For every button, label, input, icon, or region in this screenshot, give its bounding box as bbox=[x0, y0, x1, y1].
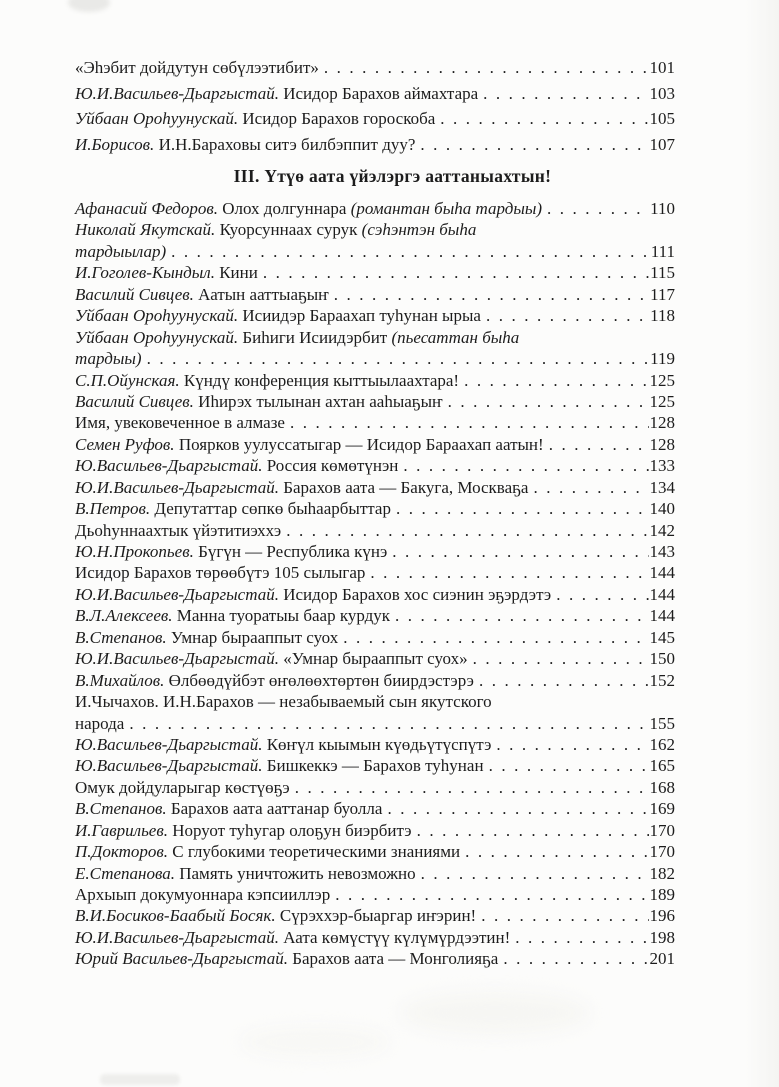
entry-text bbox=[75, 109, 435, 129]
dot-leader bbox=[365, 563, 648, 583]
entry-author-or-note: (пьесаттан быһа bbox=[391, 327, 520, 347]
page-number: 143 bbox=[649, 542, 675, 561]
toc-entry-line bbox=[75, 778, 675, 799]
page-number: 162 bbox=[649, 734, 675, 754]
entry-title: Иһирэх тылынан ахтан ааһыаҕыҥ bbox=[193, 391, 443, 411]
entry-title: Исидор Барахов гороскоба bbox=[238, 109, 436, 128]
entry-text bbox=[75, 606, 390, 626]
toc-entry-line bbox=[75, 692, 675, 713]
entry-title: Исидор Барахов аймахтара bbox=[278, 83, 479, 103]
dot-leader bbox=[329, 285, 649, 305]
entry-text bbox=[75, 499, 391, 519]
entry-author-or-note: В.Л.Алексеев. bbox=[75, 606, 173, 626]
entry-title: Күндү конференция кыттыылаахтара! bbox=[179, 370, 460, 390]
entry-author-or-note: Уйбаан Ороһуунускай. bbox=[75, 327, 239, 347]
toc-entry-line bbox=[75, 478, 675, 499]
dot-leader bbox=[542, 199, 649, 219]
page-number: 125 bbox=[649, 391, 675, 411]
entry-author-or-note: Ю.И.Васильев-Дьаргыстай. bbox=[75, 477, 279, 497]
toc-entry-line bbox=[75, 671, 675, 692]
entry-title: Кини bbox=[214, 263, 258, 283]
entry-title: Көҥүл кыымын күөдьүтүспүтэ bbox=[262, 734, 492, 754]
entry-title: народа bbox=[75, 713, 125, 733]
entry-title: С глубокими теоретическими знаниями bbox=[167, 842, 461, 862]
page-number: 145 bbox=[649, 627, 675, 647]
toc-entry-line bbox=[75, 885, 675, 906]
entry-text bbox=[75, 542, 387, 562]
entry-author-or-note: И.Борисов. bbox=[75, 134, 155, 154]
toc-entry-line bbox=[75, 285, 675, 306]
entry-text bbox=[75, 585, 551, 605]
entry-title: Олох долгуннара bbox=[217, 199, 351, 218]
dot-leader bbox=[491, 735, 648, 755]
entry-author-or-note: Семен Руфов. bbox=[75, 434, 175, 454]
entry-text bbox=[75, 714, 124, 734]
page-number: 134 bbox=[649, 477, 675, 497]
entry-title: И.Н.Бараховы ситэ билбэппит дуу? bbox=[154, 134, 416, 154]
scan-bleedthrough-artifact bbox=[400, 992, 590, 1034]
entry-title: Депутаттар сөпкө быһаарбыттар bbox=[150, 499, 391, 519]
toc-entry-line bbox=[75, 756, 675, 777]
dot-leader bbox=[416, 864, 649, 884]
entry-text bbox=[75, 306, 481, 326]
entry-text bbox=[75, 263, 258, 283]
page-number: 140 bbox=[649, 499, 675, 519]
entry-title: Өлбөөдүйбэт өҥөлөөхтөртөн биирдэстэрэ bbox=[164, 670, 474, 690]
entry-text bbox=[75, 671, 474, 691]
entry-text bbox=[75, 58, 319, 78]
page-number: 128 bbox=[649, 413, 675, 433]
entry-author-or-note: И.Гоголев-Кындыл. bbox=[75, 263, 215, 283]
page-number: 144 bbox=[649, 606, 675, 626]
entry-title: Россия көмөтүнэн bbox=[262, 456, 399, 476]
entry-author-or-note: П.Докторов. bbox=[75, 842, 168, 862]
scan-artifact-top bbox=[68, 0, 110, 12]
dot-leader bbox=[338, 628, 648, 648]
entry-text bbox=[75, 778, 290, 798]
dot-leader bbox=[290, 778, 649, 798]
entry-text bbox=[75, 842, 460, 862]
entry-author-or-note: Ю.И.Васильев-Дьаргыстай. bbox=[75, 927, 279, 947]
page-number: 198 bbox=[649, 927, 675, 947]
entry-title: Дьоһуннаахтык үйэтитиэххэ bbox=[75, 520, 282, 540]
entry-author-or-note: Ю.Васильев-Дьаргыстай. bbox=[75, 456, 263, 476]
toc-entry-line bbox=[75, 328, 675, 349]
toc-entry-line bbox=[75, 928, 675, 949]
entry-author-or-note: В.Степанов. bbox=[75, 799, 167, 819]
toc-entry-line bbox=[75, 521, 675, 542]
toc-entry-line bbox=[75, 649, 675, 670]
dot-leader bbox=[460, 842, 648, 862]
page-number: 118 bbox=[650, 306, 675, 326]
dot-leader bbox=[382, 799, 648, 819]
toc-main-block bbox=[75, 199, 675, 971]
entry-author-or-note: Василий Сивцев. bbox=[75, 391, 194, 411]
page-number: 107 bbox=[649, 134, 675, 154]
page-number: 168 bbox=[649, 777, 675, 797]
entry-text bbox=[75, 864, 416, 884]
entry-title: Бишкеккэ — Барахов туһунан bbox=[262, 756, 484, 776]
dot-leader bbox=[319, 58, 649, 78]
toc-entry-line bbox=[75, 842, 675, 863]
page-number: 150 bbox=[649, 649, 675, 669]
entry-text bbox=[75, 906, 476, 926]
dot-leader bbox=[142, 349, 650, 369]
entry-title: «Эһэбит дойдутун сөбүлээтибит» bbox=[75, 58, 319, 77]
page-number: 170 bbox=[649, 820, 675, 840]
entry-text bbox=[75, 285, 329, 305]
entry-text bbox=[75, 435, 544, 455]
dot-leader bbox=[551, 585, 648, 605]
toc-entry-line bbox=[75, 306, 675, 327]
entry-text bbox=[75, 692, 492, 712]
page-number: 169 bbox=[649, 799, 675, 819]
entry-author-or-note: Ю.Васильев-Дьаргыстай. bbox=[75, 734, 263, 754]
entry-text bbox=[75, 392, 443, 412]
dot-leader bbox=[474, 671, 649, 691]
entry-author-or-note: Уйбаан Ороһуунускай. bbox=[75, 109, 239, 128]
page-number: 111 bbox=[650, 241, 675, 261]
entry-text bbox=[75, 242, 166, 262]
dot-leader bbox=[281, 521, 648, 541]
entry-author-or-note: Юрий Васильев-Дьаргыстай. bbox=[75, 949, 288, 969]
dot-leader bbox=[481, 306, 649, 326]
entry-text bbox=[75, 885, 330, 905]
scan-bleedthrough-artifact bbox=[240, 1028, 390, 1056]
entry-author-or-note: В.Степанов. bbox=[75, 627, 167, 647]
toc-entry-line bbox=[75, 109, 675, 135]
page-number: 125 bbox=[649, 370, 675, 390]
page-number: 182 bbox=[649, 863, 675, 883]
entry-text bbox=[75, 349, 142, 369]
toc-entry-line bbox=[75, 435, 675, 456]
toc-entry-line bbox=[75, 628, 675, 649]
page-number: 165 bbox=[649, 756, 675, 776]
toc-entry-line bbox=[75, 821, 675, 842]
section-heading: III. Үтүө аата үйэлэргэ ааттаныахтын! bbox=[233, 166, 552, 186]
toc-entry-line bbox=[75, 906, 675, 927]
entry-title: Исидор Барахов төрөөбүтэ 105 сылыгар bbox=[75, 563, 366, 583]
dot-leader bbox=[510, 928, 648, 948]
entry-author-or-note: Николай Якутскай. bbox=[75, 220, 216, 240]
entry-text bbox=[75, 135, 415, 155]
entry-title: Бүгүн — Республика күнэ bbox=[193, 542, 388, 561]
entry-title: Омук дойдуларыгар көстүөҕэ bbox=[75, 777, 290, 797]
page-number: 119 bbox=[650, 349, 675, 369]
entry-title: Исиидэр Бараахап туһунан ырыа bbox=[238, 306, 481, 326]
entry-title: Умнар бырааппыт суох bbox=[166, 627, 339, 647]
page-number: 103 bbox=[649, 83, 675, 103]
page-number: 101 bbox=[649, 58, 675, 77]
entry-title: Норуот туһугар олоҕун биэрбитэ bbox=[167, 820, 412, 840]
dot-leader bbox=[528, 478, 648, 498]
entry-title: И.Чычахов. И.Н.Барахов — незабываемый сын якутского bbox=[75, 692, 492, 712]
toc-entry-line bbox=[75, 84, 675, 110]
entry-author-or-note: Василий Сивцев. bbox=[75, 284, 194, 304]
entry-author-or-note: тардыы) bbox=[75, 349, 142, 369]
entry-author-or-note: И.Гаврильев. bbox=[75, 820, 168, 840]
entry-text bbox=[75, 756, 484, 776]
toc-entry-line bbox=[75, 371, 675, 392]
entry-text bbox=[75, 821, 412, 841]
dot-leader bbox=[544, 435, 649, 455]
entry-author-or-note: Ю.И.Васильев-Дьаргыстай. bbox=[75, 584, 279, 604]
dot-leader bbox=[285, 413, 649, 433]
entry-text bbox=[75, 220, 476, 240]
entry-author-or-note: Е.Степанова. bbox=[75, 863, 175, 883]
entry-title: Исидор Барахов хос сиэнин эҕэрдэтэ bbox=[278, 584, 552, 604]
dot-leader bbox=[459, 371, 648, 391]
toc-entry-line bbox=[75, 714, 675, 735]
page-number: 142 bbox=[649, 520, 675, 540]
dot-leader bbox=[498, 949, 648, 969]
entry-text bbox=[75, 949, 498, 969]
dot-leader bbox=[476, 906, 648, 926]
toc-entry-line bbox=[75, 606, 675, 627]
toc-entry-line bbox=[75, 735, 675, 756]
entry-text bbox=[75, 628, 338, 648]
entry-title: Манна туоратыы баар курдук bbox=[172, 606, 391, 626]
page-number: 196 bbox=[649, 906, 675, 926]
toc-entry-line bbox=[75, 864, 675, 885]
entry-author-or-note: Ю.И.Васильев-Дьаргыстай. bbox=[75, 649, 279, 669]
dot-leader bbox=[330, 885, 648, 905]
dot-leader bbox=[387, 542, 648, 562]
toc-top-block bbox=[75, 58, 675, 160]
entry-text bbox=[75, 413, 285, 433]
page-number: 170 bbox=[649, 842, 675, 862]
entry-text bbox=[75, 735, 491, 755]
entry-author-or-note: Уйбаан Ороһуунускай. bbox=[75, 306, 239, 326]
dot-leader bbox=[478, 84, 648, 104]
toc-entry-line bbox=[75, 456, 675, 477]
entry-text bbox=[75, 478, 528, 498]
entry-title: Архыып докумуоннара кэпсииллэр bbox=[75, 885, 331, 904]
dot-leader bbox=[166, 242, 650, 262]
page-number: 117 bbox=[650, 284, 675, 304]
entry-title: Поярков уулуссатыгар — Исидор Бараахап аатын! bbox=[174, 434, 544, 454]
entry-title: Барахов аата — Бакуга, Москваҕа bbox=[278, 477, 529, 497]
entry-text bbox=[75, 199, 542, 219]
entry-text bbox=[75, 84, 478, 104]
toc-entry-line bbox=[75, 799, 675, 820]
entry-title: Куорсуннаах сурук bbox=[215, 220, 362, 240]
entry-author-or-note: Ю.Н.Прокопьев. bbox=[75, 542, 194, 561]
toc-entry-line bbox=[75, 199, 675, 220]
entry-title: Аата көмүстүү күлүмүрдээтин! bbox=[278, 927, 511, 947]
page-number: 189 bbox=[649, 885, 675, 904]
dot-leader bbox=[484, 756, 649, 776]
dot-leader bbox=[435, 109, 648, 129]
entry-author-or-note: В.Михайлов. bbox=[75, 670, 165, 690]
entry-title: Сүрэххэр-быаргар иҥэрин! bbox=[275, 906, 477, 926]
toc-entry-line bbox=[75, 499, 675, 520]
page-number: 144 bbox=[649, 584, 675, 604]
entry-author-or-note: В.Петров. bbox=[75, 499, 151, 519]
entry-title: Биһиги Исиидэрбит bbox=[238, 327, 392, 347]
entry-text bbox=[75, 799, 382, 819]
entry-title: Имя, увековеченное в алмазе bbox=[75, 413, 285, 433]
entry-author-or-note: Ю.И.Васильев-Дьаргыстай. bbox=[75, 83, 279, 103]
dot-leader bbox=[415, 135, 648, 155]
toc-entry-line bbox=[75, 242, 675, 263]
entry-author-or-note: С.П.Ойунская. bbox=[75, 370, 180, 390]
entry-text bbox=[75, 649, 468, 669]
page-number: 110 bbox=[650, 199, 675, 218]
dot-leader bbox=[258, 263, 649, 283]
toc-entry-line bbox=[75, 349, 675, 370]
entry-title: Барахов аата — Монголияҕа bbox=[287, 949, 499, 969]
entry-author-or-note: Афанасий Федоров. bbox=[75, 199, 218, 218]
entry-title: Память уничтожить невозможно bbox=[174, 863, 416, 883]
toc-entry-line bbox=[75, 392, 675, 413]
entry-title: Барахов аата ааттанар буолла bbox=[166, 799, 383, 819]
scan-artifact-bottom bbox=[100, 1074, 180, 1085]
toc-entry-line bbox=[75, 949, 675, 970]
entry-title: Аатын ааттыаҕыҥ bbox=[193, 284, 329, 304]
entry-author-or-note: (романтан быһа тардыы) bbox=[350, 199, 543, 218]
dot-leader bbox=[443, 392, 649, 412]
entry-text bbox=[75, 456, 398, 476]
dot-leader bbox=[124, 714, 648, 734]
toc-entry-line bbox=[75, 135, 675, 161]
toc-entry-line bbox=[75, 58, 675, 84]
page-number: 155 bbox=[649, 713, 675, 733]
page-number: 115 bbox=[650, 263, 675, 283]
page-number: 152 bbox=[649, 670, 675, 690]
dot-leader bbox=[412, 821, 649, 841]
entry-author-or-note: Ю.Васильев-Дьаргыстай. bbox=[75, 756, 263, 776]
toc-entry-line bbox=[75, 563, 675, 584]
scan-edge-shade bbox=[745, 0, 779, 1087]
entry-author-or-note: В.И.Босиков-Баабый Босяк. bbox=[75, 906, 276, 926]
dot-leader bbox=[390, 606, 648, 626]
dot-leader bbox=[391, 499, 649, 519]
toc-entry-line bbox=[75, 585, 675, 606]
page-number: 105 bbox=[649, 109, 675, 128]
entry-text bbox=[75, 928, 510, 948]
entry-text bbox=[75, 328, 519, 348]
page-number: 133 bbox=[649, 456, 675, 476]
toc-entry-line bbox=[75, 413, 675, 434]
page-number: 201 bbox=[649, 949, 675, 969]
entry-author-or-note: (сэһэнтэн быһа bbox=[361, 220, 477, 240]
entry-title: «Умнар бырааппыт суох» bbox=[278, 649, 468, 669]
toc-entry-line bbox=[75, 263, 675, 284]
dot-leader bbox=[398, 456, 648, 476]
dot-leader bbox=[468, 649, 649, 669]
entry-author-or-note: тардыылар) bbox=[75, 241, 167, 261]
page-number: 128 bbox=[649, 434, 675, 454]
entry-text bbox=[75, 371, 459, 391]
entry-text bbox=[75, 563, 365, 583]
toc-entry-line bbox=[75, 542, 675, 563]
entry-text bbox=[75, 521, 281, 541]
page-number: 144 bbox=[649, 563, 675, 583]
toc-entry-line bbox=[75, 220, 675, 241]
